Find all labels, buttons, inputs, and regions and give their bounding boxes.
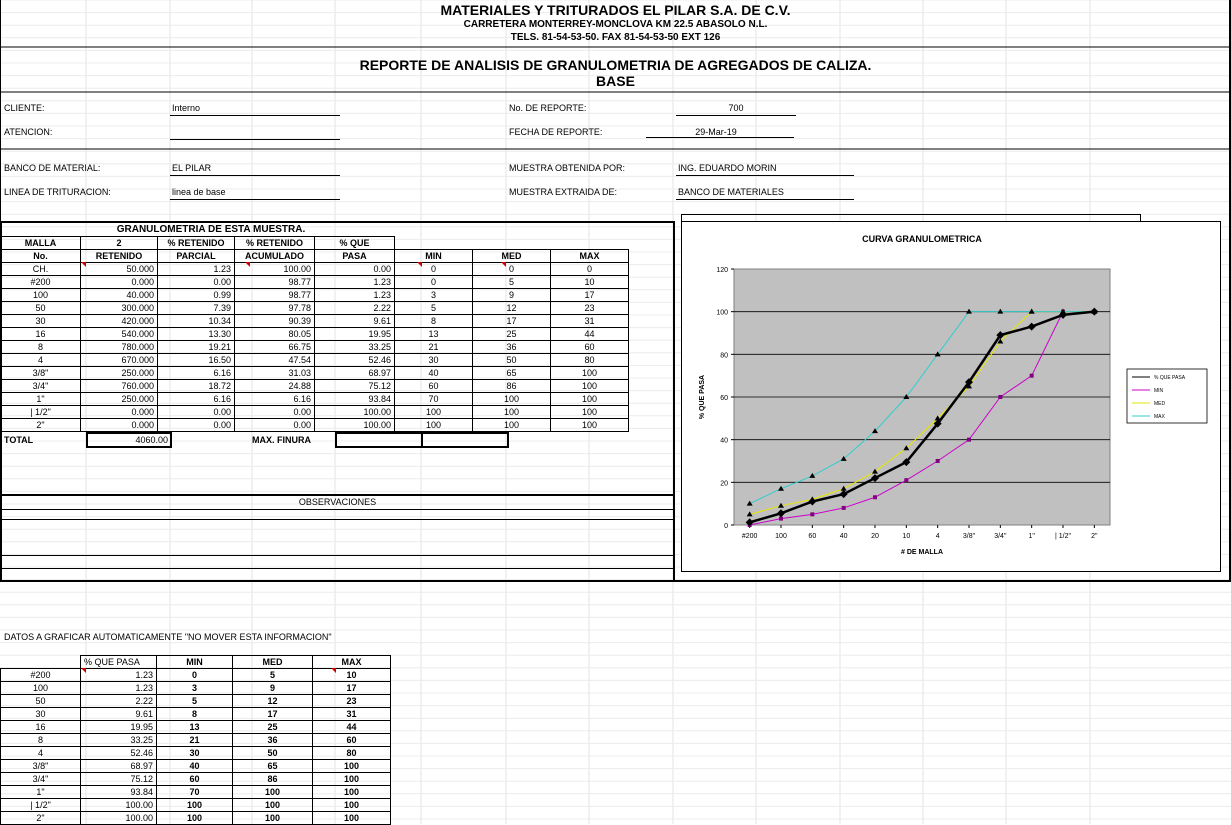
data-point: [842, 506, 846, 510]
x-tick-label: 3/8": [962, 533, 976, 540]
x-tick-label: 100: [775, 533, 787, 540]
table-row: [1, 341, 629, 354]
company-name: MATERIALES Y TRITURADOS EL PILAR S.A. DE C.V.: [440, 2, 791, 18]
muestra-obtenida-value[interactable]: ING. EDUARDO MORIN: [678, 163, 777, 173]
pasa-cell: 1.23: [315, 289, 395, 302]
linea-underline: [170, 199, 340, 200]
x-tick-label: 60: [808, 533, 817, 540]
auto-med-cell: 50: [233, 747, 313, 760]
auto-max-cell: 23: [313, 695, 391, 708]
malla-cell: 50: [1, 302, 81, 315]
max-cell: 100: [551, 393, 629, 406]
max-cell: 10: [551, 276, 629, 289]
auto-malla-cell: 100: [1, 682, 81, 695]
auto-pasa-cell: 19.95: [81, 721, 157, 734]
malla-cell: CH.: [1, 263, 81, 276]
pasa-cell: 68.97: [315, 367, 395, 380]
auto-med-cell: 17: [233, 708, 313, 721]
acumulado-cell: 24.88: [235, 380, 315, 393]
auto-head-max: MAX: [313, 656, 391, 669]
auto-head-min: MIN: [157, 656, 233, 669]
observaciones-label: OBSERVACIONES: [298, 497, 377, 507]
no-reporte-underline: [676, 115, 796, 116]
malla-cell: 4: [1, 354, 81, 367]
auto-malla-cell: 30: [1, 708, 81, 721]
data-point: [1030, 374, 1034, 378]
min-cell: 60: [395, 380, 473, 393]
chart-container: [681, 221, 1221, 572]
x-tick-label: 10: [902, 533, 911, 540]
auto-malla-cell: 1": [1, 786, 81, 799]
data-point: [936, 459, 940, 463]
muestra-obtenida-label: MUESTRA OBTENIDA POR:: [509, 163, 626, 173]
parcial-cell: 6.16: [158, 393, 235, 406]
company-address: CARRETERA MONTERREY-MONCLOVA KM 22.5 ABASOLO N.L.: [463, 19, 768, 30]
chart-title: CURVA GRANULOMETRICA: [862, 234, 982, 244]
retenido-cell[interactable]: 0.000: [81, 419, 158, 432]
cliente-label: CLIENTE:: [4, 103, 45, 113]
malla-cell: 100: [1, 289, 81, 302]
parcial-cell: 6.16: [158, 367, 235, 380]
auto-malla-cell: 4: [1, 747, 81, 760]
auto-min-cell: 100: [157, 799, 233, 812]
auto-pasa-cell: 33.25: [81, 734, 157, 747]
auto-head-pasa: % QUE PASA: [81, 656, 157, 669]
auto-pasa-cell: 75.12: [81, 773, 157, 786]
auto-med-cell: 12: [233, 695, 313, 708]
auto-min-cell: 21: [157, 734, 233, 747]
auto-med-cell: 36: [233, 734, 313, 747]
acumulado-cell: 31.03: [235, 367, 315, 380]
min-cell: 8: [395, 315, 473, 328]
comment-indicator[interactable]: [81, 668, 86, 673]
pasa-cell: 93.84: [315, 393, 395, 406]
parcial-cell: 19.21: [158, 341, 235, 354]
auto-pasa-cell: 1.23: [81, 669, 157, 682]
head-med: MED: [473, 250, 551, 263]
comment-indicator[interactable]: [417, 262, 422, 267]
med-cell: 0: [473, 263, 551, 276]
table-row: [1, 406, 629, 419]
linea-value[interactable]: linea de base: [172, 187, 226, 197]
no-reporte-value[interactable]: 700: [728, 103, 744, 113]
y-axis-label: % QUE PASA: [699, 374, 706, 420]
auto-pasa-cell: 93.84: [81, 786, 157, 799]
malla-cell: 2": [1, 419, 81, 432]
min-cell: 21: [395, 341, 473, 354]
retenido-cell[interactable]: 780.000: [81, 341, 158, 354]
malla-cell: 8: [1, 341, 81, 354]
auto-malla-cell: 16: [1, 721, 81, 734]
table-row: [1, 393, 629, 406]
auto-data-row: [1, 747, 391, 760]
auto-min-cell: 40: [157, 760, 233, 773]
malla-cell: 3/4": [1, 380, 81, 393]
x-tick-label: 2": [1091, 533, 1098, 540]
max-cell: 31: [551, 315, 629, 328]
table-row: [1, 367, 629, 380]
data-point: [873, 495, 877, 499]
parcial-cell: 10.34: [158, 315, 235, 328]
max-cell: 100: [551, 406, 629, 419]
head-no: No.: [1, 250, 81, 263]
head-parcial: PARCIAL: [158, 250, 235, 263]
parcial-cell: 0.99: [158, 289, 235, 302]
comment-indicator[interactable]: [501, 262, 506, 267]
acumulado-cell: 97.78: [235, 302, 315, 315]
auto-max-cell: 100: [313, 760, 391, 773]
pasa-cell: 9.61: [315, 315, 395, 328]
malla-cell: #200: [1, 276, 81, 289]
x-axis-label: # DE MALLA: [901, 549, 943, 556]
pasa-cell: 75.12: [315, 380, 395, 393]
auto-med-cell: 100: [233, 799, 313, 812]
company-phones: TELS. 81-54-53-50. FAX 81-54-53-50 EXT 126: [510, 32, 721, 43]
auto-head-med: MED: [233, 656, 313, 669]
auto-data-row: [1, 760, 391, 773]
malla-cell: 1": [1, 393, 81, 406]
total-label: TOTAL: [4, 435, 34, 445]
linea-label: LINEA DE TRITURACION:: [4, 187, 111, 197]
med-cell: 12: [473, 302, 551, 315]
auto-max-cell: 100: [313, 812, 391, 825]
auto-max-cell: 100: [313, 786, 391, 799]
med-cell: 100: [473, 406, 551, 419]
comment-indicator[interactable]: [245, 262, 250, 267]
x-tick-label: 3/4": [994, 533, 1007, 540]
head-min: MIN: [395, 250, 473, 263]
med-cell: 9: [473, 289, 551, 302]
min-cell: 40: [395, 367, 473, 380]
x-tick-label: 40: [839, 533, 848, 540]
auto-min-cell: 3: [157, 682, 233, 695]
pasa-cell: 19.95: [315, 328, 395, 341]
auto-min-cell: 13: [157, 721, 233, 734]
head-retenido-acumulado-1: % RETENIDO: [235, 237, 315, 250]
table-row: [1, 263, 629, 276]
parcial-cell: 18.72: [158, 380, 235, 393]
max-cell: 0: [551, 263, 629, 276]
fecha-underline: [646, 137, 794, 138]
auto-pasa-cell: 1.23: [81, 682, 157, 695]
table-row: [1, 380, 629, 393]
min-cell: 70: [395, 393, 473, 406]
parcial-cell: 0.00: [158, 406, 235, 419]
retenido-cell[interactable]: 40.000: [81, 289, 158, 302]
parcial-cell: 7.39: [158, 302, 235, 315]
cliente-value[interactable]: Interno: [172, 103, 201, 113]
report-subtitle: BASE: [596, 73, 635, 89]
no-reporte-label: No. DE REPORTE:: [509, 103, 587, 113]
auto-med-cell: 9: [233, 682, 313, 695]
comment-indicator[interactable]: [81, 262, 86, 267]
max-cell: 100: [551, 367, 629, 380]
auto-min-cell: 30: [157, 747, 233, 760]
table-row: [1, 354, 629, 367]
table-row: [1, 419, 629, 432]
auto-data-row: [1, 695, 391, 708]
med-cell: 86: [473, 380, 551, 393]
retenido-cell[interactable]: 300.000: [81, 302, 158, 315]
min-cell: 100: [395, 406, 473, 419]
min-cell: 30: [395, 354, 473, 367]
auto-max-cell: 31: [313, 708, 391, 721]
data-point: [967, 438, 971, 442]
min-cell: 100: [395, 419, 473, 432]
y-tick-label: 20: [720, 480, 728, 488]
auto-data-label: DATOS A GRAFICAR AUTOMATICAMENTE "NO MOVER ESTA INFORMACION": [4, 632, 332, 642]
auto-med-cell: 100: [233, 812, 313, 825]
auto-max-cell: 17: [313, 682, 391, 695]
auto-malla-cell: #200: [1, 669, 81, 682]
acumulado-cell: 47.54: [235, 354, 315, 367]
med-cell: 65: [473, 367, 551, 380]
auto-med-cell: 65: [233, 760, 313, 773]
auto-malla-cell: 50: [1, 695, 81, 708]
retenido-cell[interactable]: 420.000: [81, 315, 158, 328]
head-retenido: RETENIDO: [81, 250, 158, 263]
auto-data-row: [1, 799, 391, 812]
parcial-cell: 1.23: [158, 263, 235, 276]
auto-data-row: [1, 708, 391, 721]
atencion-label: ATENCION:: [4, 127, 53, 137]
auto-pasa-cell: 68.97: [81, 760, 157, 773]
parcial-cell: 16.50: [158, 354, 235, 367]
retenido-cell[interactable]: 540.000: [81, 328, 158, 341]
auto-data-table: [0, 655, 391, 825]
head-max: MAX: [551, 250, 629, 263]
y-tick-label: 60: [720, 395, 728, 402]
y-tick-label: 120: [716, 267, 728, 274]
auto-max-cell: 60: [313, 734, 391, 747]
legend-label: MIN: [1154, 388, 1164, 394]
auto-max-cell: 100: [313, 773, 391, 786]
pasa-cell: 0.00: [315, 263, 395, 276]
pasa-cell: 2.22: [315, 302, 395, 315]
parcial-cell: 0.00: [158, 419, 235, 432]
auto-med-cell: 100: [233, 786, 313, 799]
auto-pasa-cell: 9.61: [81, 708, 157, 721]
fecha-value[interactable]: 29-Mar-19: [695, 127, 737, 137]
legend-label: MED: [1154, 401, 1166, 407]
muestra-extraida-value[interactable]: BANCO DE MATERIALES: [678, 187, 784, 197]
fecha-label: FECHA DE REPORTE:: [509, 127, 603, 137]
head-retenido-parcial-1: % RETENIDO: [158, 237, 235, 250]
auto-data-row: [1, 786, 391, 799]
min-cell: 0: [395, 263, 473, 276]
auto-min-cell: 100: [157, 812, 233, 825]
auto-data-row: [1, 812, 391, 825]
x-tick-label: #200: [741, 533, 758, 540]
pasa-cell: 100.00: [315, 406, 395, 419]
retenido-cell[interactable]: 250.000: [81, 393, 158, 406]
auto-med-cell: 25: [233, 721, 313, 734]
auto-malla-cell: | 1/2": [1, 799, 81, 812]
auto-data-row: [1, 721, 391, 734]
auto-max-cell: 80: [313, 747, 391, 760]
table-row: [1, 328, 629, 341]
malla-cell: 16: [1, 328, 81, 341]
malla-cell: 3/8": [1, 367, 81, 380]
min-cell: 3: [395, 289, 473, 302]
min-cell: 5: [395, 302, 473, 315]
granulometry-chart: [682, 222, 1220, 571]
muestra-extraida-label: MUESTRA EXTRAIDA DE:: [509, 187, 618, 197]
auto-min-cell: 60: [157, 773, 233, 786]
auto-min-cell: 5: [157, 695, 233, 708]
table-top-border: [0, 221, 675, 223]
med-cell: 25: [473, 328, 551, 341]
banco-value[interactable]: EL PILAR: [172, 163, 212, 173]
banco-underline: [170, 175, 340, 176]
acumulado-cell: 90.39: [235, 315, 315, 328]
min-cell: 0: [395, 276, 473, 289]
retenido-cell[interactable]: 250.000: [81, 367, 158, 380]
retenido-cell[interactable]: 670.000: [81, 354, 158, 367]
auto-pasa-cell: 52.46: [81, 747, 157, 760]
retenido-cell[interactable]: 0.000: [81, 406, 158, 419]
data-point: [904, 478, 908, 482]
auto-pasa-cell: 100.00: [81, 812, 157, 825]
med-cell: 17: [473, 315, 551, 328]
x-tick-label: 20: [871, 533, 879, 540]
table-row: [1, 289, 629, 302]
table-row: [1, 302, 629, 315]
auto-max-cell: 44: [313, 721, 391, 734]
acumulado-cell: 6.16: [235, 393, 315, 406]
med-cell: 5: [473, 276, 551, 289]
data-point: [810, 512, 814, 516]
legend-label: % QUE PASA: [1154, 375, 1186, 381]
auto-pasa-cell: 100.00: [81, 799, 157, 812]
data-point: [998, 395, 1002, 399]
pasa-cell: 33.25: [315, 341, 395, 354]
med-cell: 100: [473, 393, 551, 406]
retenido-cell[interactable]: 760.000: [81, 380, 158, 393]
acumulado-cell: 0.00: [235, 419, 315, 432]
table-row: [1, 315, 629, 328]
head-malla: MALLA: [1, 237, 81, 250]
pasa-cell: 100.00: [315, 419, 395, 432]
auto-malla-cell: 2": [1, 812, 81, 825]
total-value[interactable]: 4060.00: [86, 432, 172, 448]
head-que-pasa-1: % QUE: [315, 237, 395, 250]
min-cell: 13: [395, 328, 473, 341]
med-cell: 50: [473, 354, 551, 367]
parcial-cell: 13.30: [158, 328, 235, 341]
auto-pasa-cell: 2.22: [81, 695, 157, 708]
comment-indicator[interactable]: [331, 668, 336, 673]
acumulado-cell: 98.77: [235, 276, 315, 289]
y-tick-label: 40: [720, 437, 728, 445]
auto-data-row: [1, 734, 391, 747]
auto-med-cell: 5: [233, 669, 313, 682]
acumulado-cell: 98.77: [235, 289, 315, 302]
max-cell: 100: [551, 419, 629, 432]
pasa-cell: 52.46: [315, 354, 395, 367]
granulometry-table: [0, 236, 629, 432]
auto-data-row: [1, 682, 391, 695]
table-row: [1, 276, 629, 289]
med-cell: 36: [473, 341, 551, 354]
auto-malla-cell: 8: [1, 734, 81, 747]
max-cell: 17: [551, 289, 629, 302]
pasa-cell: 1.23: [315, 276, 395, 289]
legend-label: MAX: [1154, 414, 1165, 420]
auto-data-row: [1, 773, 391, 786]
retenido-cell[interactable]: 0.000: [81, 276, 158, 289]
malla-cell: | 1/2": [1, 406, 81, 419]
acumulado-cell: 66.75: [235, 341, 315, 354]
table-title: GRANULOMETRIA DE ESTA MUESTRA.: [116, 224, 306, 235]
auto-med-cell: 86: [233, 773, 313, 786]
retenido-cell[interactable]: 50.000: [81, 263, 158, 276]
y-tick-label: 80: [720, 352, 728, 360]
muestra-obtenida-underline: [676, 175, 854, 176]
auto-malla-cell: 3/4": [1, 773, 81, 786]
atencion-underline: [170, 139, 340, 140]
malla-cell: 30: [1, 315, 81, 328]
max-cell: 44: [551, 328, 629, 341]
acumulado-cell: 80.05: [235, 328, 315, 341]
x-tick-label: | 1/2": [1055, 533, 1071, 540]
auto-malla-cell: 3/8": [1, 760, 81, 773]
max-cell: 80: [551, 354, 629, 367]
muestra-extraida-underline: [676, 199, 854, 200]
auto-min-cell: 70: [157, 786, 233, 799]
med-cell: 100: [473, 419, 551, 432]
y-tick-label: 100: [716, 309, 728, 317]
auto-max-cell: 100: [313, 799, 391, 812]
page-bottom-border: [0, 580, 1231, 582]
parcial-cell: 0.00: [158, 276, 235, 289]
max-cell: 100: [551, 380, 629, 393]
acumulado-cell: 100.00: [235, 263, 315, 276]
max-cell: 23: [551, 302, 629, 315]
cliente-underline: [170, 115, 340, 116]
max-finura-label: MAX. FINURA: [252, 435, 311, 445]
max-cell: 60: [551, 341, 629, 354]
x-tick-label: 4: [935, 533, 940, 540]
x-tick-label: 1": [1028, 533, 1035, 540]
acumulado-cell: 0.00: [235, 406, 315, 419]
y-tick-label: 0: [724, 523, 728, 530]
head-pasa: PASA: [315, 250, 395, 263]
auto-min-cell: 0: [157, 669, 233, 682]
head-acumulado: ACUMULADO: [235, 250, 315, 263]
auto-max-cell: 10: [313, 669, 391, 682]
head-2: 2: [81, 237, 158, 250]
report-title: REPORTE DE ANALISIS DE GRANULOMETRIA DE AGREGADOS DE CALIZA.: [359, 57, 872, 73]
auto-min-cell: 8: [157, 708, 233, 721]
banco-label: BANCO DE MATERIAL:: [4, 163, 101, 173]
